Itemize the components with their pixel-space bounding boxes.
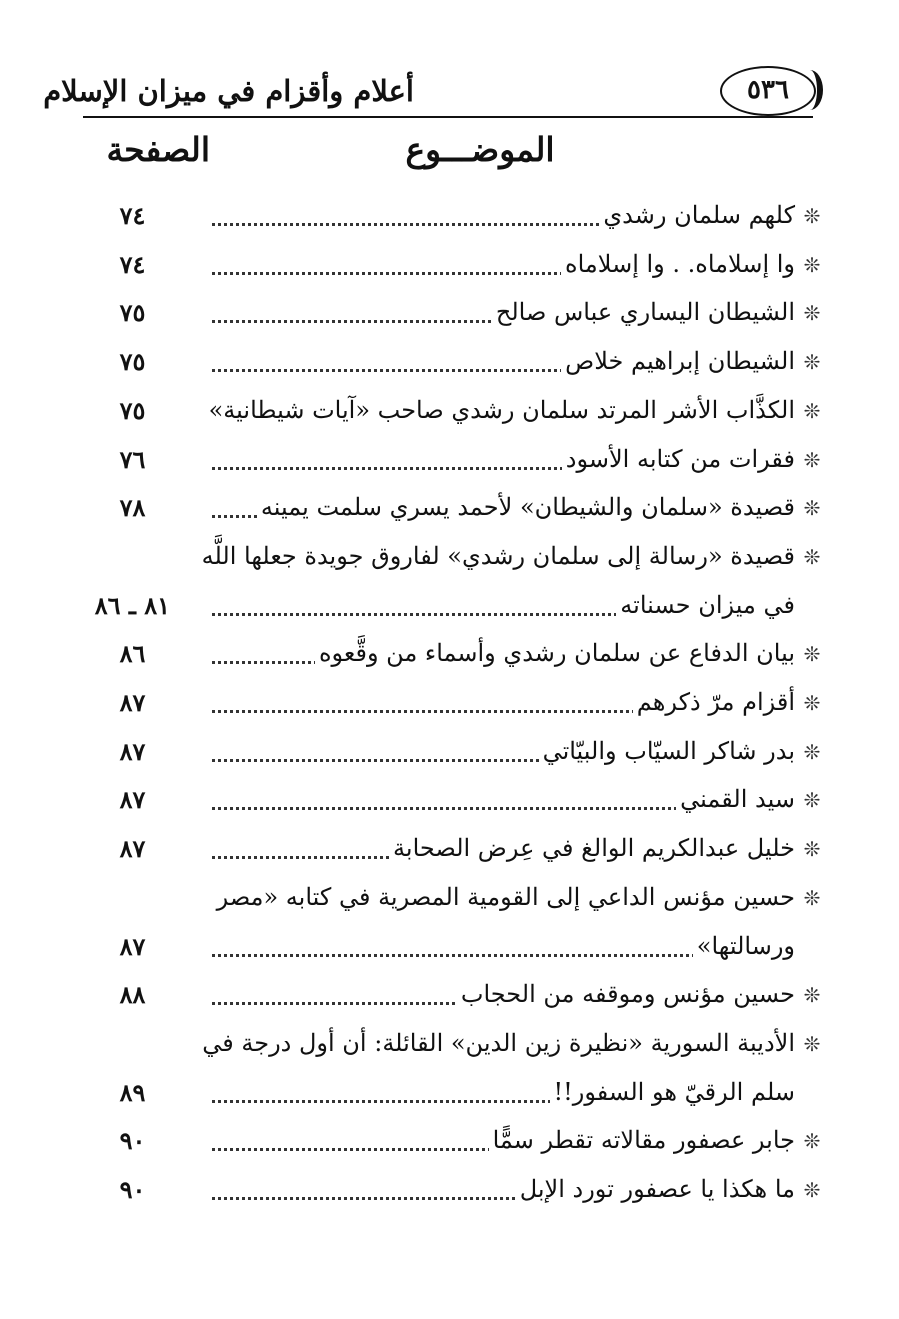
toc-entry	[0, 292, 899, 340]
toc-entry-page: ٨٨	[119, 980, 146, 1010]
toc-entry	[0, 682, 899, 730]
toc-entry-page: ٨٩	[119, 1077, 146, 1107]
toc-entry	[0, 341, 899, 389]
toc-entry-title: الكذَّاب الأشر المرتد سلمان رشدي صاحب «آيات شيطانية»	[205, 396, 795, 424]
bullet-icon: ❊	[803, 739, 821, 764]
toc-entry-title: قصيدة «سلمان والشيطان» لأحمد يسري سلمت يمينه	[257, 493, 795, 521]
toc-entry	[0, 877, 899, 925]
toc-entry-page: ٩٠	[119, 1126, 146, 1156]
header-rule	[83, 116, 813, 118]
bullet-icon: ❊	[803, 204, 821, 228]
toc-entry-page: ٧٦	[119, 444, 146, 474]
toc-entry-page: ٧٤	[119, 201, 146, 230]
toc-entry-page: ٧٨	[119, 493, 146, 523]
toc-entry	[0, 487, 899, 535]
bullet-icon: ❊	[803, 983, 821, 1008]
toc-entry-page: ٧٥	[119, 347, 146, 377]
page-column-header: الصفحة	[106, 130, 210, 169]
toc-entry-title: كلهم سلمان رشدي	[599, 201, 795, 229]
bullet-icon: ❊	[803, 350, 821, 375]
toc-entry	[0, 731, 899, 779]
bullet-icon: ❊	[803, 1031, 821, 1056]
bullet-icon: ❊	[803, 301, 821, 326]
book-title: أعلام وأقزام في ميزان الإسلام	[43, 74, 414, 108]
toc-entry-title: أقزام مرّ ذكرهم	[633, 688, 795, 716]
toc-entry-title: قصيدة «رسالة إلى سلمان رشدي» لفاروق جويدة جعلها اللَّه	[198, 542, 795, 570]
toc-entry-page: ٨٧	[119, 931, 146, 961]
bullet-icon: ❊	[803, 1129, 821, 1154]
toc-entry-page: ٨١ ـ ٨٦	[94, 590, 170, 620]
toc-entry-title: الشيطان إبراهيم خلاص	[561, 347, 795, 375]
toc-entry	[0, 536, 899, 584]
toc-entry-title: سيد القمني	[676, 785, 795, 813]
toc-entry-continuation	[0, 585, 899, 633]
toc-entry	[0, 828, 899, 876]
bullet-icon: ❊	[803, 885, 821, 910]
bullet-icon: ❊	[803, 691, 821, 715]
toc-entry-continuation	[0, 926, 899, 974]
toc-entry	[0, 390, 899, 438]
toc-entry	[0, 1023, 899, 1071]
bullet-icon: ❊	[803, 837, 821, 862]
page-number-oval	[720, 66, 816, 116]
running-header	[0, 60, 899, 120]
toc-entry-title: الأديبة السورية «نظيرة زين الدين» القائلة: أن أول درجة في	[198, 1029, 795, 1057]
page-number: ٥٣٦	[747, 75, 789, 105]
toc-entry-page: ٨٧	[119, 688, 146, 717]
toc-entry-title: وا إسلاماه. . وا إسلاماه	[561, 250, 795, 278]
toc-entry	[0, 195, 899, 243]
toc-entry-title: سلم الرقيّ هو السفور!!	[550, 1078, 795, 1106]
toc-entry-page: ٨٧	[119, 736, 146, 766]
toc-entry	[0, 439, 899, 487]
toc-entry-page: ٧٥	[119, 298, 146, 328]
toc-entry-page: ٨٧	[119, 785, 146, 815]
toc-entry-page: ٩٠	[119, 1175, 146, 1204]
toc-entry-title: ما هكذا يا عصفور تورد الإبل	[516, 1175, 795, 1203]
toc-entry	[0, 633, 899, 681]
toc-entry-page: ٧٤	[119, 249, 146, 279]
toc-entry-title: بيان الدفاع عن سلمان رشدي وأسماء من وقَّعوه	[315, 639, 795, 667]
bullet-icon: ❊	[803, 1178, 821, 1202]
toc-entry-title: بدر شاكر السيّاب والبيّاتي	[539, 737, 795, 765]
toc-entry	[0, 779, 899, 827]
bullet-icon: ❊	[803, 544, 821, 569]
toc-entry-page: ٨٦	[119, 639, 146, 669]
bullet-icon: ❊	[803, 252, 821, 277]
bullet-icon: ❊	[803, 398, 821, 423]
toc-entry-title: في ميزان حسناته	[616, 591, 795, 619]
toc-entry-title: جابر عصفور مقالاته تقطر سمًّا	[489, 1126, 795, 1154]
toc-entry-page: ٧٥	[119, 395, 146, 425]
bullet-icon: ❊	[803, 496, 821, 521]
toc-entry-page: ٨٧	[119, 834, 146, 864]
toc-entry-title: خليل عبدالكريم الوالغ في عِرض الصحابة	[389, 834, 795, 862]
bullet-icon: ❊	[803, 447, 821, 472]
topic-column-header: الموضـــوع	[405, 130, 555, 169]
toc-entry	[0, 244, 899, 292]
bullet-icon: ❊	[803, 642, 821, 667]
toc-entry-title: الشيطان اليساري عباس صالح	[492, 298, 795, 326]
toc-entry	[0, 974, 899, 1022]
toc-entry-title: ورسالتها»	[693, 932, 795, 960]
toc-entry	[0, 1120, 899, 1168]
toc-entry	[0, 1169, 899, 1217]
toc-entry-title: حسين مؤنس الداعي إلى القومية المصرية في كتابه «مصر	[213, 883, 795, 911]
toc-entry-continuation	[0, 1072, 899, 1120]
toc-entry-title: فقرات من كتابه الأسود	[562, 445, 795, 473]
bullet-icon: ❊	[803, 788, 821, 813]
toc-entry-title: حسين مؤنس وموقفه من الحجاب	[457, 980, 795, 1008]
